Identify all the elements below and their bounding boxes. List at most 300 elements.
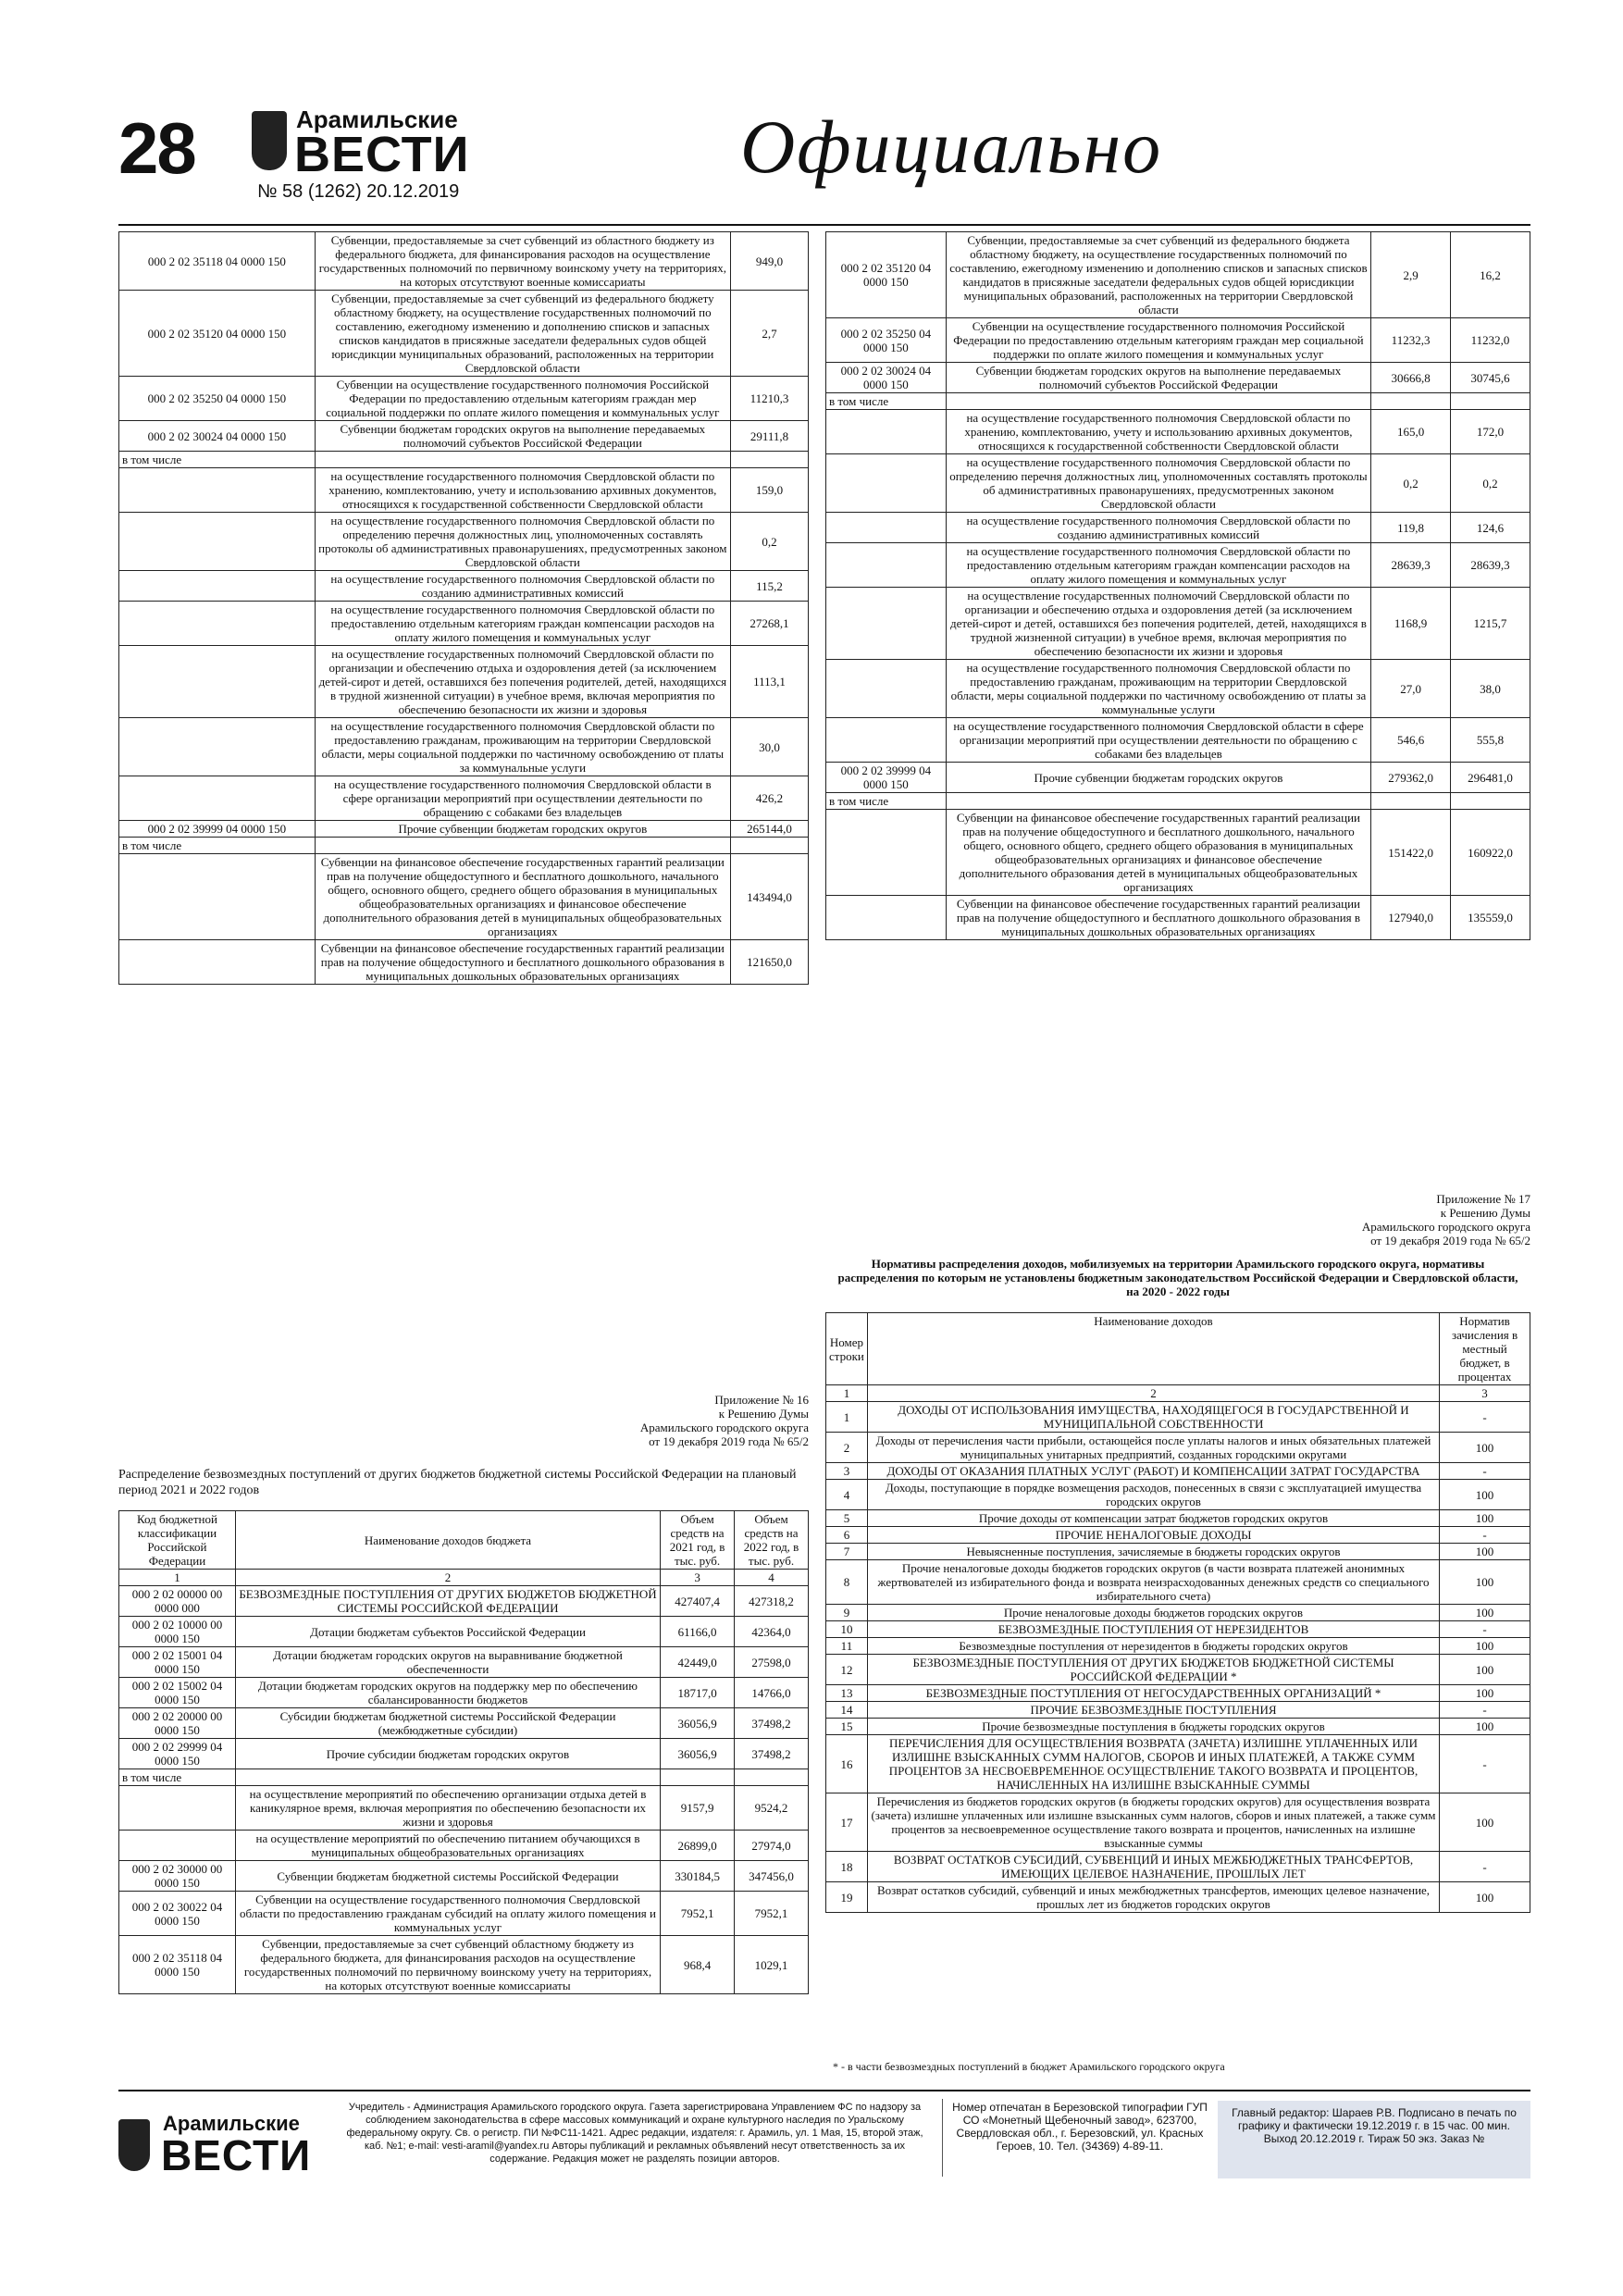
row-norm: 100 — [1440, 1638, 1530, 1655]
row-value: 11210,3 — [731, 377, 809, 421]
table-row — [119, 1708, 809, 1739]
row-value-2021 — [661, 1769, 735, 1786]
row-name — [946, 393, 1370, 410]
row-value: 2,7 — [731, 291, 809, 377]
row-norm: 100 — [1440, 1510, 1530, 1527]
row-value-2022: 1215,7 — [1451, 588, 1530, 660]
row-name: на осуществление мероприятий по обеспечению организации отдыха детей в каникулярное время, включая мероприятия по обеспечению безопасности их жизни и здоровья — [235, 1786, 660, 1831]
row-value-2022: 296481,0 — [1451, 763, 1530, 793]
table-row — [826, 232, 1530, 318]
row-value: 0,2 — [731, 513, 809, 571]
table-row — [826, 1852, 1530, 1882]
row-code — [826, 513, 947, 543]
appendix17-title: Нормативы распределения доходов, мобилизуемых на территории Арамильского городского округа, нормативы распределения по которым не установлены бюджетным законодательством Российской Федерации и Свердловской области, на 2020 - 2022 годы — [837, 1257, 1518, 1298]
table-row — [826, 1719, 1530, 1735]
row-value — [731, 838, 809, 854]
table-row — [119, 468, 809, 513]
logo-small-text: Арамильские — [296, 105, 458, 133]
row-code: 000 2 02 35120 04 0000 150 — [119, 291, 316, 377]
row-name: Субвенции на финансовое обеспечение государственных гарантий реализации прав на получение общедоступного и бесплатного дошкольного, начального общего, основного общего, среднего общего образования в муниципальных общеобразовательных организациях и финансовое обеспечение дополнительного образования детей в муниципальных общеобразовательных организациях — [315, 854, 730, 940]
row-value-2022: 347456,0 — [735, 1861, 809, 1892]
row-code: 000 2 02 35118 04 0000 150 — [119, 1936, 236, 1994]
row-value-2021 — [1371, 393, 1451, 410]
row-value-2021: 26899,0 — [661, 1831, 735, 1861]
row-name: на осуществление государственного полномочия Свердловской области по предоставлению гражданам, проживающим на территории Свердловской области, меры социальной поддержки по частичному освобождению от платы за коммунальные услуги — [315, 718, 730, 776]
row-norm: - — [1440, 1463, 1530, 1480]
table-row — [119, 838, 809, 854]
table-row — [826, 1685, 1530, 1702]
row-code: в том числе — [119, 1769, 236, 1786]
row-value-2022: 135559,0 — [1451, 896, 1530, 940]
row-name: на осуществление государственного полномочия Свердловской области в сфере организации мероприятий при осуществлении деятельности по обращению с собаками без владельцев — [315, 776, 730, 821]
column-number-row — [119, 1570, 809, 1586]
row-name: Субвенции бюджетам бюджетной системы Российской Федерации — [235, 1861, 660, 1892]
row-name: на осуществление государственного полномочия Свердловской области по предоставлению гражданам, проживающим на территории Свердловской области, меры социальной поддержки по частичному освобождению от платы за коммунальные услуги — [946, 660, 1370, 718]
table-row — [119, 646, 809, 718]
row-name: Субвенции на осуществление государственного полномочия Российской Федерации по предоставлению отдельным категориям граждан мер социальной поддержки по оплате жилого помещения и коммунальных услуг — [946, 318, 1370, 363]
col-number: 2 — [235, 1570, 660, 1586]
table-row — [119, 1786, 809, 1831]
row-code — [119, 468, 316, 513]
row-norm: - — [1440, 1735, 1530, 1793]
row-name: на осуществление государственного полномочия Свердловской области по созданию административных комиссий — [315, 571, 730, 602]
row-code — [826, 410, 947, 454]
row-value-2021: 18717,0 — [661, 1678, 735, 1708]
row-number: 6 — [826, 1527, 868, 1544]
appendix16-title: Распределение безвозмездных поступлений от других бюджетов бюджетной системы Российской Федерации на плановый период 2021 и 2022 годов — [118, 1468, 797, 1497]
row-number: 12 — [826, 1655, 868, 1685]
row-value: 29111,8 — [731, 421, 809, 452]
left-continuation-table — [118, 231, 809, 985]
row-name: Субвенции на осуществление государственного полномочия Российской Федерации по предоставлению отдельным категориям граждан мер социальной поддержки по оплате жилого помещения и коммунальных услуг — [315, 377, 730, 421]
header-2021: Объем средств на 2021 год, в тыс. руб. — [661, 1511, 735, 1570]
row-code — [826, 543, 947, 588]
table-row — [119, 821, 809, 838]
row-number: 5 — [826, 1510, 868, 1527]
row-name: на осуществление государственного полномочия Свердловской области по хранению, комплектованию, учету и использованию архивных документов, относящихся к государственной собственности Свердловской области — [315, 468, 730, 513]
row-number: 19 — [826, 1882, 868, 1913]
row-name: Субвенции бюджетам городских округов на выполнение передаваемых полномочий субъектов Российской Федерации — [946, 363, 1370, 393]
row-code: 000 2 02 29999 04 0000 150 — [119, 1739, 236, 1769]
table-row — [826, 454, 1530, 513]
row-value-2021: 36056,9 — [661, 1739, 735, 1769]
row-code: 000 2 02 30024 04 0000 150 — [119, 421, 316, 452]
row-norm: - — [1440, 1621, 1530, 1638]
footer-founder: Учредитель - Администрация Арамильского городского округа. Газета зарегистрирована Управлением ФС по надзору за соблюдением законодательства в сфере массовых коммуникаций и охране культурного наследия по Уральскому федеральному округу. Св. о регистр. ПИ №ФС11-1421. Адрес редакции, издателя: г. Арамиль, ул. 1 Мая, 15, второй этаж, каб. №1; e-mail: vesti-aramil@yandex.ru Авторы публикаций и рекламных объявлений несут ответственность за их содержание. Редакция может не разделять позиции авторов. — [346, 2102, 923, 2165]
table-row — [826, 1527, 1530, 1544]
table-row — [826, 1433, 1530, 1463]
table-row — [826, 363, 1530, 393]
masthead-logo — [252, 102, 474, 194]
row-code — [826, 896, 947, 940]
row-code: 000 2 02 30024 04 0000 150 — [826, 363, 947, 393]
row-value: 27268,1 — [731, 602, 809, 646]
logo-big-text: ВЕСТИ — [161, 2131, 312, 2179]
table-row — [119, 854, 809, 940]
table-row — [119, 377, 809, 421]
row-value: 1113,1 — [731, 646, 809, 718]
caption-line: к Решению Думы — [718, 1407, 809, 1421]
table-row — [826, 896, 1530, 940]
row-value-2021: 30666,8 — [1371, 363, 1451, 393]
row-name: Доходы, поступающие в порядке возмещения расходов, понесенных в связи с эксплуатацией имущества городских округов — [867, 1480, 1439, 1510]
table-row — [119, 1936, 809, 1994]
table-row — [826, 1702, 1530, 1719]
table-row — [119, 1861, 809, 1892]
row-name: Прочие неналоговые доходы бюджетов городских округов (в части возврата платежей анонимных жертвователей из избирательного фонда и возврата неизрасходованных денежных средств со специального избирательного счета) — [867, 1560, 1439, 1605]
table-row — [119, 421, 809, 452]
row-value-2021: 330184,5 — [661, 1861, 735, 1892]
row-value-2022: 42364,0 — [735, 1617, 809, 1647]
table-row — [826, 410, 1530, 454]
footer-printing: Номер отпечатан в Березовской типографии ГУП СО «Монетный Щебеночный завод», 623700, Свердловская обл., г. Березовский, ул. Красных Героев, 10. Тел. (34369) 4-89-11. — [952, 2101, 1208, 2153]
row-name: на осуществление государственного полномочия Свердловской области по предоставлению отдельным категориям граждан компенсации расходов на оплату жилого помещения и коммунальных услуг — [315, 602, 730, 646]
row-value-2022: 0,2 — [1451, 454, 1530, 513]
row-name: ДОХОДЫ ОТ ОКАЗАНИЯ ПЛАТНЫХ УСЛУГ (РАБОТ) И КОМПЕНСАЦИИ ЗАТРАТ ГОСУДАРСТВА — [867, 1463, 1439, 1480]
row-name: БЕЗВОЗМЕЗДНЫЕ ПОСТУПЛЕНИЯ ОТ НЕРЕЗИДЕНТОВ — [867, 1621, 1439, 1638]
issue-number: № 58 (1262) 20.12.2019 — [257, 181, 460, 202]
row-value — [731, 452, 809, 468]
row-name: Субвенции на финансовое обеспечение государственных гарантий реализации прав на получение общедоступного и бесплатного дошкольного, начального общего, основного общего, среднего общего образования в муниципальных общеобразовательных организациях и финансовое обеспечение дополнительного образования детей в муниципальных общеобразовательных организациях — [946, 810, 1370, 896]
row-name: на осуществление государственных полномочий Свердловской области по организации и обеспечению отдыха и оздоровления детей (за исключением детей-сирот и детей, оставшихся без попечения родителей, детей, находящихся в трудной жизненной ситуации) в учебное время, включая мероприятия по обеспечению безопасности их жизни и здоровья — [946, 588, 1370, 660]
row-name: ВОЗВРАТ ОСТАТКОВ СУБСИДИЙ, СУБВЕНЦИЙ И ИНЫХ МЕЖБЮДЖЕТНЫХ ТРАНСФЕРТОВ, ИМЕЮЩИХ ЦЕЛЕВОЕ НАЗНАЧЕНИЕ, ПРОШЛЫХ ЛЕТ — [867, 1852, 1439, 1882]
col-number: 3 — [1440, 1385, 1530, 1402]
row-number: 2 — [826, 1433, 868, 1463]
caption-line: Арамильского городского округа — [1361, 1220, 1530, 1234]
logo-small-text: Арамильские — [163, 2112, 300, 2135]
caption-line: Приложение № 17 — [1436, 1192, 1530, 1206]
row-code: 000 2 02 39999 04 0000 150 — [826, 763, 947, 793]
row-value-2021: 119,8 — [1371, 513, 1451, 543]
row-number: 9 — [826, 1605, 868, 1621]
footer-editor: Главный редактор: Шараев Р.В. Подписано в печать по графику и фактически 19.12.2019 г. в 15 час. 00 мин. Выход 20.12.2019 г. Тираж 50 экз. Заказ № — [1232, 2106, 1517, 2145]
row-value-2022: 124,6 — [1451, 513, 1530, 543]
row-value-2022: 172,0 — [1451, 410, 1530, 454]
row-name: Невыясненные поступления, зачисляемые в бюджеты городских округов — [867, 1544, 1439, 1560]
row-value-2021: 9157,9 — [661, 1786, 735, 1831]
table-row — [119, 602, 809, 646]
table-row — [826, 1544, 1530, 1560]
row-name: Субвенции на финансовое обеспечение государственных гарантий реализации прав на получение общедоступного и бесплатного дошкольного образования в муниципальных дошкольных образовательных организациях — [946, 896, 1370, 940]
row-number: 13 — [826, 1685, 868, 1702]
table-row — [119, 776, 809, 821]
row-code: 000 2 02 15001 04 0000 150 — [119, 1647, 236, 1678]
appendix16-caption — [518, 1393, 809, 1448]
header-income-name: Наименование доходов — [867, 1313, 1439, 1385]
appendix17-table — [825, 1312, 1530, 1913]
table-row — [119, 571, 809, 602]
row-norm: 100 — [1440, 1882, 1530, 1913]
row-name: на осуществление мероприятий по обеспечению питанием обучающихся в муниципальных общеобразовательных организациях — [235, 1831, 660, 1861]
row-value-2022: 555,8 — [1451, 718, 1530, 763]
header-row-number: Номер строки — [826, 1313, 868, 1385]
row-value: 30,0 — [731, 718, 809, 776]
row-value-2021: 546,6 — [1371, 718, 1451, 763]
row-code — [119, 718, 316, 776]
row-value-2021: 1168,9 — [1371, 588, 1451, 660]
appendix17-footnote: * - в части безвозмездных поступлений в бюджет Арамильского городского округа — [833, 2060, 1225, 2073]
table-row — [826, 1655, 1530, 1685]
row-name: Доходы от перечисления части прибыли, остающейся после уплаты налогов и иных обязательных платежей муниципальных унитарных предприятий, созданных городскими округами — [867, 1433, 1439, 1463]
row-name: Субвенции, предоставляемые за счет субвенций из федерального бюджета областному бюджету, на осуществление государственных полномочий по составлению, ежегодному изменению и дополнению списков и запасных списков кандидатов в присяжные заседатели федеральных судов общей юрисдикции муниципальных образований, расположенных на территории Свердловской области — [946, 232, 1370, 318]
table-row — [119, 1617, 809, 1647]
table-row — [119, 1892, 809, 1936]
row-name: на осуществление государственного полномочия Свердловской области в сфере организации мероприятий при осуществлении деятельности по обращению с собаками без владельцев — [946, 718, 1370, 763]
row-code: в том числе — [826, 793, 947, 810]
row-value-2022: 9524,2 — [735, 1786, 809, 1831]
row-norm: 100 — [1440, 1560, 1530, 1605]
row-code: 000 2 02 35250 04 0000 150 — [826, 318, 947, 363]
row-name: БЕЗВОЗМЕЗДНЫЕ ПОСТУПЛЕНИЯ ОТ НЕГОСУДАРСТВЕННЫХ ОРГАНИЗАЦИЙ * — [867, 1685, 1439, 1702]
row-value-2021 — [1371, 793, 1451, 810]
footer-separator — [942, 2099, 943, 2177]
caption-line: Приложение № 16 — [714, 1393, 809, 1407]
row-code — [119, 1786, 236, 1831]
row-code — [826, 660, 947, 718]
table-row — [826, 1510, 1530, 1527]
row-code: 000 2 02 35118 04 0000 150 — [119, 232, 316, 291]
caption-line: от 19 декабря 2019 года № 65/2 — [649, 1434, 809, 1448]
row-value-2022: 14766,0 — [735, 1678, 809, 1708]
row-code — [826, 810, 947, 896]
crest-icon — [252, 111, 287, 170]
row-number: 1 — [826, 1402, 868, 1433]
row-norm: - — [1440, 1402, 1530, 1433]
row-value-2022: 160922,0 — [1451, 810, 1530, 896]
row-code — [119, 571, 316, 602]
row-norm: 100 — [1440, 1685, 1530, 1702]
row-value-2022: 7952,1 — [735, 1892, 809, 1936]
row-value-2021: 36056,9 — [661, 1708, 735, 1739]
table-row — [826, 1560, 1530, 1605]
row-name: ПЕРЕЧИСЛЕНИЯ ДЛЯ ОСУЩЕСТВЛЕНИЯ ВОЗВРАТА (ЗАЧЕТА) ИЗЛИШНЕ УПЛАЧЕННЫХ ИЛИ ИЗЛИШНЕ ВЗЫСКАННЫХ СУММ НАЛОГОВ, СБОРОВ И ИНЫХ ПЛАТЕЖЕЙ, А ТАКЖЕ СУММ ПРОЦЕНТОВ ЗА НЕСВОЕВРЕМЕННОЕ ОСУЩЕСТВЛЕНИЕ ТАКОГО ВОЗВРАТА И ПРОЦЕНТОВ, НАЧИСЛЕННЫХ НА ИЗЛИШНЕ ВЗЫСКАННЫЕ СУММЫ — [867, 1735, 1439, 1793]
caption-line: к Решению Думы — [1440, 1206, 1530, 1220]
row-name — [315, 838, 730, 854]
row-value-2021: 165,0 — [1371, 410, 1451, 454]
row-value: 265144,0 — [731, 821, 809, 838]
row-number: 15 — [826, 1719, 868, 1735]
row-number: 16 — [826, 1735, 868, 1793]
row-name: Субсидии бюджетам бюджетной системы Российской Федерации (межбюджетные субсидии) — [235, 1708, 660, 1739]
table-header-row — [826, 1313, 1530, 1385]
column-number-row — [826, 1385, 1530, 1402]
table-row — [119, 1647, 809, 1678]
table-row — [826, 810, 1530, 896]
row-norm: - — [1440, 1702, 1530, 1719]
row-value-2021: 27,0 — [1371, 660, 1451, 718]
row-value-2022 — [735, 1769, 809, 1786]
table-row — [826, 763, 1530, 793]
row-name: ДОХОДЫ ОТ ИСПОЛЬЗОВАНИЯ ИМУЩЕСТВА, НАХОДЯЩЕГОСЯ В ГОСУДАРСТВЕННОЙ И МУНИЦИПАЛЬНОЙ СОБСТВЕННОСТИ — [867, 1402, 1439, 1433]
table-row — [119, 1678, 809, 1708]
table-row — [826, 718, 1530, 763]
table-row — [826, 318, 1530, 363]
appendix17-caption — [1240, 1192, 1530, 1247]
row-value-2021: 42449,0 — [661, 1647, 735, 1678]
row-norm: 100 — [1440, 1544, 1530, 1560]
header-code: Код бюджетной классификации Российской Федерации — [119, 1511, 236, 1570]
table-row — [826, 588, 1530, 660]
table-row — [826, 793, 1530, 810]
row-name: ПРОЧИЕ БЕЗВОЗМЕЗДНЫЕ ПОСТУПЛЕНИЯ — [867, 1702, 1439, 1719]
row-name: Субвенции, предоставляемые за счет субвенций из федерального бюджету областному бюджету, на осуществление государственных полномочий по составлению, ежегодному изменению и дополнению списков и запасных списков кандидатов в присяжные заседатели федеральных судов общей юрисдикции муниципальных образований, расположенных на территории Свердловской области — [315, 291, 730, 377]
row-value-2021: 2,9 — [1371, 232, 1451, 318]
header-norm: Норматив зачисления в местный бюджет, в процентах — [1440, 1313, 1530, 1385]
row-name: Прочие субвенции бюджетам городских округов — [946, 763, 1370, 793]
row-value-2022: 37498,2 — [735, 1739, 809, 1769]
section-title: Официально — [740, 105, 1163, 189]
row-value-2022: 16,2 — [1451, 232, 1530, 318]
row-name: Прочие доходы от компенсации затрат бюджетов городских округов — [867, 1510, 1439, 1527]
table-row — [826, 1735, 1530, 1793]
row-name: на осуществление государственного полномочия Свердловской области по определению перечня должностных лиц, уполномоченных составлять протоколы об административных правонарушениях, предусмотренных законом Свердловской области — [315, 513, 730, 571]
row-name: Субвенции, предоставляемые за счет субвенций из областного бюджету из федерального бюджета, для финансирования расходов на осуществление государственных полномочий по первичному воинскому учету на территориях, на которых отсутствуют военные комиссариаты — [315, 232, 730, 291]
table-row — [119, 940, 809, 985]
row-code — [119, 513, 316, 571]
row-value-2021: 0,2 — [1371, 454, 1451, 513]
row-name: ПРОЧИЕ НЕНАЛОГОВЫЕ ДОХОДЫ — [867, 1527, 1439, 1544]
row-value-2021: 11232,3 — [1371, 318, 1451, 363]
row-code — [119, 776, 316, 821]
row-code — [119, 940, 316, 985]
col-number: 2 — [867, 1385, 1439, 1402]
table-row — [826, 1793, 1530, 1852]
table-row — [119, 1586, 809, 1617]
caption-line: от 19 декабря 2019 года № 65/2 — [1370, 1234, 1530, 1247]
row-name: Безвозмездные поступления от нерезидентов в бюджеты городских округов — [867, 1638, 1439, 1655]
row-name: Прочие безвозмездные поступления в бюджеты городских округов — [867, 1719, 1439, 1735]
row-name — [315, 452, 730, 468]
row-value-2022: 1029,1 — [735, 1936, 809, 1994]
appendix16-table — [118, 1510, 809, 1994]
row-code — [119, 854, 316, 940]
row-number: 11 — [826, 1638, 868, 1655]
row-name: Субвенции на финансовое обеспечение государственных гарантий реализации прав на получение общедоступного и бесплатного дошкольного образования в муниципальных дошкольных образовательных организациях — [315, 940, 730, 985]
table-row — [119, 718, 809, 776]
col-number: 3 — [661, 1570, 735, 1586]
table-row — [119, 1769, 809, 1786]
row-code: 000 2 02 30000 00 0000 150 — [119, 1861, 236, 1892]
row-value-2021: 7952,1 — [661, 1892, 735, 1936]
row-number: 8 — [826, 1560, 868, 1605]
row-name: на осуществление государственного полномочия Свердловской области по созданию административных комиссий — [946, 513, 1370, 543]
row-norm: - — [1440, 1852, 1530, 1882]
row-value-2022: 28639,3 — [1451, 543, 1530, 588]
row-value: 121650,0 — [731, 940, 809, 985]
row-code — [826, 454, 947, 513]
row-name — [946, 793, 1370, 810]
row-value-2021: 151422,0 — [1371, 810, 1451, 896]
row-name: Прочие субвенции бюджетам городских округов — [315, 821, 730, 838]
caption-line: Арамильского городского округа — [639, 1421, 809, 1434]
row-norm: - — [1440, 1527, 1530, 1544]
table-row — [119, 291, 809, 377]
row-value-2022: 427318,2 — [735, 1586, 809, 1617]
row-code: в том числе — [119, 452, 316, 468]
row-code: 000 2 02 15002 04 0000 150 — [119, 1678, 236, 1708]
row-norm: 100 — [1440, 1655, 1530, 1685]
table-row — [119, 452, 809, 468]
row-value-2022: 37498,2 — [735, 1708, 809, 1739]
right-continuation-table — [825, 231, 1530, 940]
header-name: Наименование доходов бюджета — [235, 1511, 660, 1570]
row-name — [235, 1769, 660, 1786]
row-number: 18 — [826, 1852, 868, 1882]
row-value: 949,0 — [731, 232, 809, 291]
table-header-row — [119, 1511, 809, 1570]
row-code: 000 2 02 35120 04 0000 150 — [826, 232, 947, 318]
top-divider — [118, 224, 1530, 226]
row-norm: 100 — [1440, 1433, 1530, 1463]
row-value-2022: 27974,0 — [735, 1831, 809, 1861]
table-row — [119, 232, 809, 291]
footer-divider — [118, 2090, 1530, 2091]
row-code: 000 2 02 30022 04 0000 150 — [119, 1892, 236, 1936]
row-name: на осуществление государственного полномочия Свердловской области по определению перечня должностных лиц, уполномоченных составлять протоколы об административных правонарушениях, предусмотренных законом Свердловской области — [946, 454, 1370, 513]
table-row — [826, 1463, 1530, 1480]
table-row — [826, 1402, 1530, 1433]
row-name: Дотации бюджетам городских округов на выравнивание бюджетной обеспеченности — [235, 1647, 660, 1678]
row-number: 3 — [826, 1463, 868, 1480]
row-name: Возврат остатков субсидий, субвенций и иных межбюджетных трансфертов, имеющих целевое назначение, прошлых лет из бюджетов городских округов — [867, 1882, 1439, 1913]
row-name: Дотации бюджетам городских округов на поддержку мер по обеспечению сбалансированности бюджетов — [235, 1678, 660, 1708]
table-row — [826, 513, 1530, 543]
row-value: 115,2 — [731, 571, 809, 602]
header-2022: Объем средств на 2022 год, в тыс. руб. — [735, 1511, 809, 1570]
row-name: БЕЗВОЗМЕЗДНЫЕ ПОСТУПЛЕНИЯ ОТ ДРУГИХ БЮДЖЕТОВ БЮДЖЕТНОЙ СИСТЕМЫ РОССИЙСКОЙ ФЕДЕРАЦИИ — [235, 1586, 660, 1617]
row-value-2022: 27598,0 — [735, 1647, 809, 1678]
table-row — [826, 1882, 1530, 1913]
table-row — [826, 1621, 1530, 1638]
crest-icon — [118, 2119, 150, 2171]
page-number: 28 — [118, 107, 195, 189]
row-norm: 100 — [1440, 1793, 1530, 1852]
row-code: 000 2 02 20000 00 0000 150 — [119, 1708, 236, 1739]
table-row — [119, 513, 809, 571]
row-name: Перечисления из бюджетов городских округов (в бюджеты городских округов) для осуществления возврата (зачета) излишне уплаченных или излишне взысканных сумм налогов, сборов и иных платежей, а также сумм процентов за несвоевременное осуществление такого возврата и процентов, начисленных на излишне взысканные суммы — [867, 1793, 1439, 1852]
row-value-2021: 61166,0 — [661, 1617, 735, 1647]
row-norm: 100 — [1440, 1480, 1530, 1510]
row-code — [826, 588, 947, 660]
row-number: 7 — [826, 1544, 868, 1560]
row-value-2022: 11232,0 — [1451, 318, 1530, 363]
row-name: Прочие субсидии бюджетам городских округов — [235, 1739, 660, 1769]
table-row — [826, 1480, 1530, 1510]
row-name: БЕЗВОЗМЕЗДНЫЕ ПОСТУПЛЕНИЯ ОТ ДРУГИХ БЮДЖЕТОВ БЮДЖЕТНОЙ СИСТЕМЫ РОССИЙСКОЙ ФЕДЕРАЦИИ * — [867, 1655, 1439, 1685]
row-code — [119, 602, 316, 646]
row-name: на осуществление государственных полномочий Свердловской области по организации и обеспечению отдыха и оздоровления детей (за исключением детей-сирот и детей, оставшихся без попечения родителей, детей, находящихся в трудной жизненной ситуации) в учебное время, включая мероприятия по обеспечению безопасности их жизни и здоровья — [315, 646, 730, 718]
row-number: 10 — [826, 1621, 868, 1638]
row-value-2021: 279362,0 — [1371, 763, 1451, 793]
row-value-2022: 30745,6 — [1451, 363, 1530, 393]
table-row — [826, 543, 1530, 588]
table-row — [119, 1831, 809, 1861]
row-name: Субвенции бюджетам городских округов на выполнение передаваемых полномочий субъектов Российской Федерации — [315, 421, 730, 452]
row-name: Субвенции на осуществление государственного полномочия Свердловской области по предоставлению гражданам субсидий на оплату жилого помещения и коммунальных услуг — [235, 1892, 660, 1936]
table-row — [826, 393, 1530, 410]
row-value: 143494,0 — [731, 854, 809, 940]
logo-big-text: ВЕСТИ — [294, 127, 470, 182]
table-row — [826, 1605, 1530, 1621]
col-number: 1 — [826, 1385, 868, 1402]
row-name: Дотации бюджетам субъектов Российской Федерации — [235, 1617, 660, 1647]
row-code — [119, 1831, 236, 1861]
footer-logo — [118, 2108, 341, 2191]
row-value-2021: 28639,3 — [1371, 543, 1451, 588]
row-code: 000 2 02 00000 00 0000 000 — [119, 1586, 236, 1617]
row-name: Субвенции, предоставляемые за счет субвенций областному бюджету из федерального бюджета, для финансирования расходов на осуществление государственных полномочий по первичному воинскому учету на территориях, на которых отсутствуют военные комиссариаты — [235, 1936, 660, 1994]
row-value-2021: 968,4 — [661, 1936, 735, 1994]
